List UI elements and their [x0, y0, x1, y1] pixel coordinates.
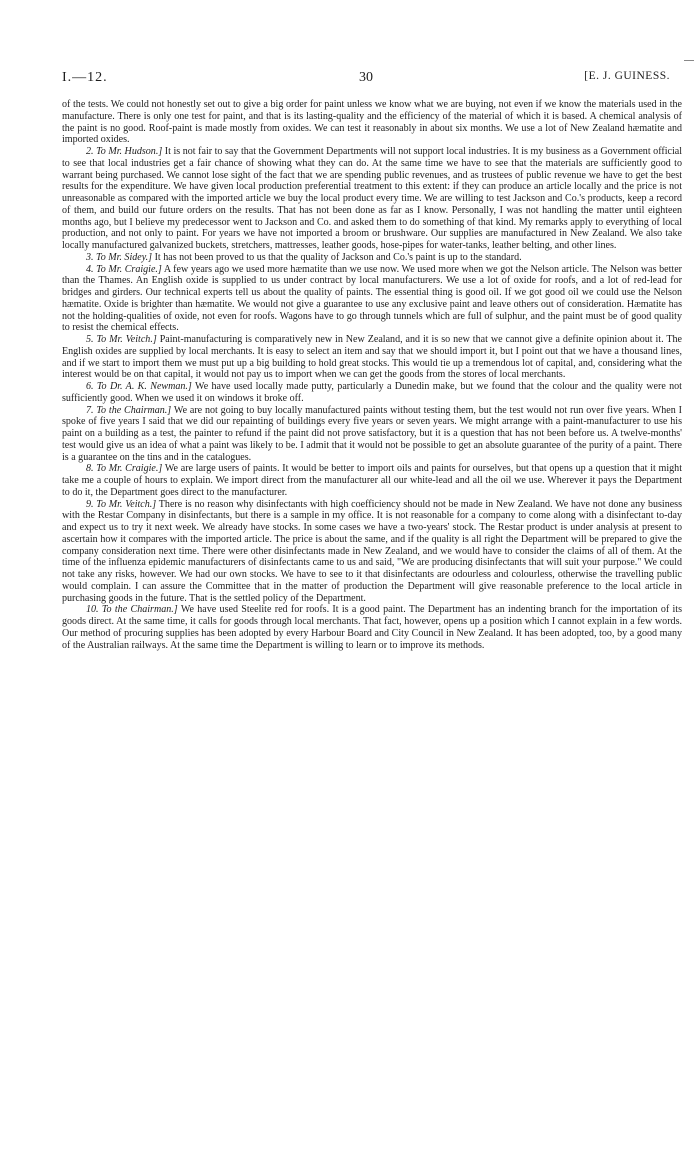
testimony-body [62, 99, 682, 651]
paragraph-speaker: 6. To Dr. A. K. Newman.] [86, 381, 192, 392]
paragraph-speaker: 8. To Mr. Craigie.] [86, 463, 163, 475]
paragraph-text: A few years ago we used more hæmatite than we use now. We used more when we got the Nelson article. The Nelson was better than the Thames. An English oxide is supplied to us under contract by local manufacturers. We use a lot of oxide for roofs, and a lot of red-lead for bridges and girders. Our technical experts tell us about the quality of paints. The essential thing is good oil. If we got good oil we could use the Nelson hæmatite. Oxide is brighter than hæmatite. We would not give a guarantee to use any exclusive paint and leave others out of consideration. Hæmatite has not the holding-qualities of oxide, not even for roofs. Wagons have to go through tunnels which are full of sulphur, and the paint must be of good quality to resist the chemical effects. [62, 263, 682, 334]
paragraph-text: It has not been proved to us that the quality of Jackson and Co.'s paint is up to the standard. [152, 251, 522, 263]
paragraph [62, 146, 682, 252]
paragraph [62, 381, 682, 405]
paragraph-speaker: 9. To Mr. Veitch.] [86, 498, 157, 510]
paragraph-text: We are large users of paints. It would be better to import oils and paints for ourselves, but that opens up a question that it might take me a couple of hours to explain. We import direct from the manufacturer all our white-lead and all the oil we use. Wherever it pays the Department to do it, the Department goes direct to the manufacturer. [62, 463, 682, 498]
paragraph [62, 604, 682, 651]
paragraph [62, 252, 682, 264]
paragraph-speaker: 10. To the Chairman.] [86, 604, 178, 616]
paragraph-text: Paint-manufacturing is comparatively new in New Zealand, and it is so new that we cannot give a definite opinion about it. The English oxides are supplied by local merchants. It is easy to select an item and say that we should import it, but I point out that we have a thousand lines, and if we start to import them we must put up a big building to hold great stocks. This would tie up a tremendous lot of capital, and, considering what the interest would be on that capital, it would not pay us to import when we can get the goods from the stores of local merchants. [62, 334, 682, 381]
page-number: 30 [359, 70, 373, 85]
paragraph-text: We have used Steelite red for roofs. It is a good paint. The Department has an indenting branch for the importation of its goods direct. At the same time, it calls for goods through local merchants. That fact, however, opens up a position which I cannot explain in a few words. Our method of procuring supplies has been adopted by every Harbour Board and City Council in New Zealand. It has been adopted, too, by a good many of the Australian railways. At the same time the Department is willing to learn or to improve its methods. [62, 604, 683, 651]
paragraph-text: We are not going to buy locally manufactured paints without testing them, but the test would not run over five years. When I spoke of five years I said that we did our repainting of buildings every five years or seven years. We might arrange with a paint-manufacturer to use his paint on a building as a test, the painter to refund if the paint did not prove satisfactory, but it is a question that has not been before us. A twelve-months' test would give us an idea of what a paint was likely to be. I admit that it would not be possible to get an absolute guarantee of the purity of a paint. There is a guarantee on the tins and in the catalogues. [62, 404, 682, 463]
paragraph-text: It is not fair to say that the Government Departments will not support local industries. It is my business as a Government official to see that local industries get a fair chance of showing what they can do. At the same time we have to see that the materials are sufficiently good to warrant being purchased. We cannot lose sight of the fact that we are spending public revenues, and as trustees of public revenue we have to get the best results for the expenditure. We have given local production preferential treatment to this extent: if they can produce an article locally and the price is not unreasonable as compared with the imported article we buy the local product every time. We are willing to test Jackson and Co.'s products, keep a record of them, and build our future orders on the results. That has not been done as far as I know. Personally, I was not handling the matter until eighteen months ago, but I believe my predecessor went to Jackson and Co. and asked them to do something of that kind. My remarks apply to everything of local production, and not only to paint. For years we have not imported a broom or brushware. Our supplies are manufactured in New Zealand. We also take locally manufactured galvanized buckets, stretchers, mattresses, leather goods, hose-pipes for water-tanks, leather belting, and other lines. [62, 146, 682, 251]
paragraph-speaker: 7. To the Chairman.] [86, 404, 172, 416]
paragraph-text: We have used locally made putty, particularly a Dunedin make, but we found that the colour and the quality were not sufficiently good. When we used it on windows it broke off. [62, 381, 682, 404]
witness-name: [E. J. GUINESS. [584, 70, 670, 82]
paragraph [62, 463, 682, 498]
paragraph-text: of the tests. We could not honestly set out to give a big order for paint unless we know what we are buying, not even if we know the materials used in the manufacture. There is only one test for paint, and that is its lasting-quality and the efficiency of the material of which it is based. A chemical analysis of the paint is no good. Roof-paint is made mostly from oxides. We can test it reasonably in about six months. We use a lot of New Zealand hæmatite and imported oxides. [62, 99, 682, 146]
document-reference: I.—12. [62, 70, 108, 85]
paragraph-text: There is no reason why disinfectants with high coefficiency should not be made in New Zealand. We have not done any business with the Restar Company in disinfectants, but there is a sample in my office. It is not reasonable for a company to come along with a disinfectant to-day and expect us to try it next week. We already have stocks. In some cases we have a two-years' stock. The Restar product is under analysis at present to ascertain how it compares with the imported article. The price is about the same, and if the quality is all right the Department will be prepared to give the company consideration next time. There were other disinfectants made in New Zealand, and we would have to consider the claims of all of them. At the time of the influenza epidemic manufacturers of disinfectants came to us and said, "We are producing disinfectants that will suit your purpose." We could not take any risks, however. We had our own stocks. We have to see to it that disinfectants are odourless and colourless, otherwise the travelling public would complain. I can assure the Committee that in the matter of production the Department will give reasonable preference to the local article in purchasing goods in the future. That is the settled policy of the Department. [62, 498, 682, 604]
paragraph [62, 334, 682, 381]
paragraph [62, 405, 682, 464]
paragraph [62, 99, 682, 146]
paragraph-speaker: 5. To Mr. Veitch.] [86, 334, 157, 345]
margin-mark [684, 60, 694, 61]
paragraph [62, 264, 682, 335]
paragraph-speaker: 4. To Mr. Craigie.] [86, 263, 162, 275]
paragraph [62, 499, 682, 605]
paragraph-speaker: 2. To Mr. Hudson.] [86, 146, 163, 157]
paragraph-speaker: 3. To Mr. Sidey.] [86, 251, 153, 263]
page-header [62, 70, 670, 94]
